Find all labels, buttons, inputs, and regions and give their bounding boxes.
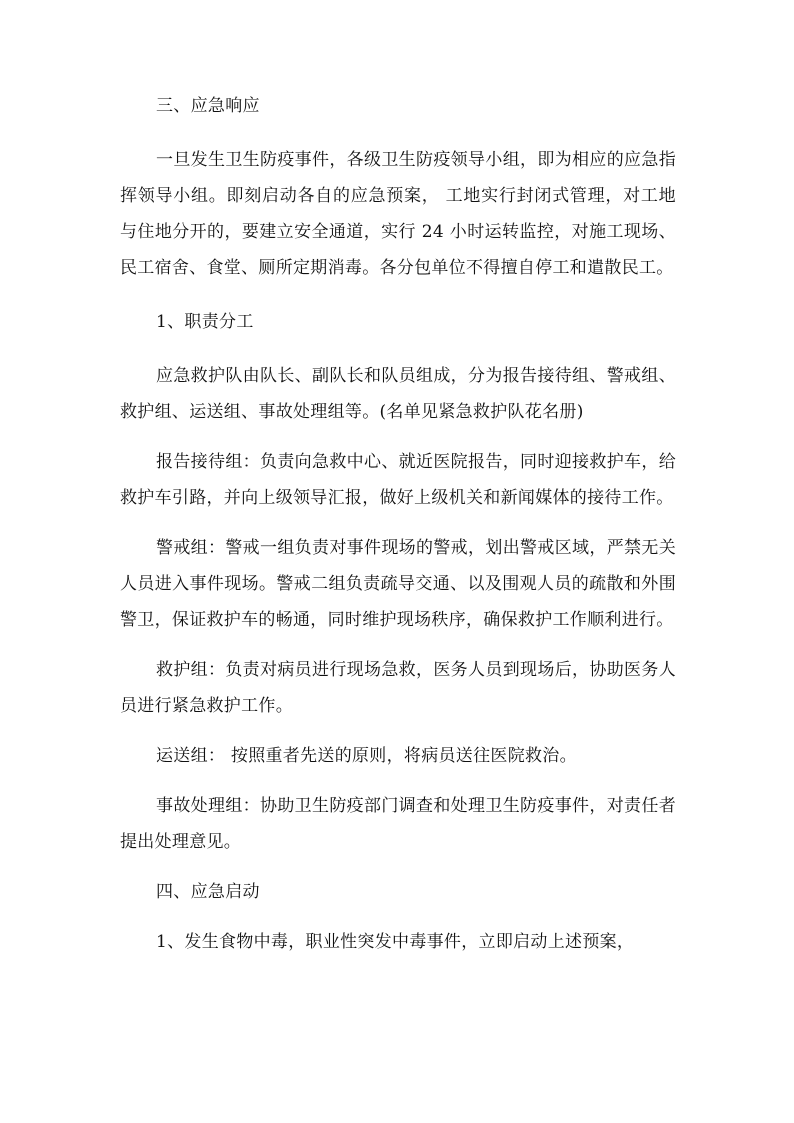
paragraph-accident-group: 事故处理组：协助卫生防疫部门调查和处理卫生防疫事件，对责任者提出处理意见。	[120, 796, 676, 852]
paragraph-rescue-team: 应急救护队由队长、副队长和队员组成，分为报告接待组、警戒组、救护组、运送组、事故处理组等。(名单见紧急救护队花名册)	[120, 366, 676, 422]
subheading-responsibilities: 1、职责分工	[156, 312, 254, 332]
paragraph-transport-group: 运送组： 按照重者先送的原则，将病员送往医院救治。	[156, 746, 577, 766]
paragraph-rescue-group: 救护组：负责对病员进行现场急救，医务人员到现场后，协助医务人员进行紧急救护工作。	[120, 660, 676, 716]
section-heading-emergency-response: 三、应急响应	[156, 96, 260, 116]
paragraph-guard-group: 警戒组：警戒一组负责对事件现场的警戒，划出警戒区域，严禁无关人员进入事件现场。警戒二组负责疏导交通、以及围观人员的疏散和外围警卫，保证救护车的畅通，同时维护现场秩序，确保救护工作顺利进行。	[120, 538, 676, 630]
paragraph-emergency-response: 一旦发生卫生防疫事件，各级卫生防疫领导小组，即为相应的应急指挥领导小组。即刻启动各自的应急预案， 工地实行封闭式管理，对工地与住地分开的，要建立安全通道，实行 24 小时运转监控，对施工现场、民工宿舍、食堂、厕所定期消毒。各分包单位不得擅自停工和遣散民工。	[120, 150, 676, 278]
document-body	[120, 88, 676, 960]
paragraph-poisoning-start: 1、发生食物中毒，职业性突发中毒事件，立即启动上述预案，	[156, 932, 635, 952]
section-heading-emergency-start: 四、应急启动	[156, 882, 260, 902]
paragraph-report-group: 报告接待组：负责向急救中心、就近医院报告，同时迎接救护车，给救护车引路，并向上级领导汇报，做好上级机关和新闻媒体的接待工作。	[120, 452, 676, 508]
